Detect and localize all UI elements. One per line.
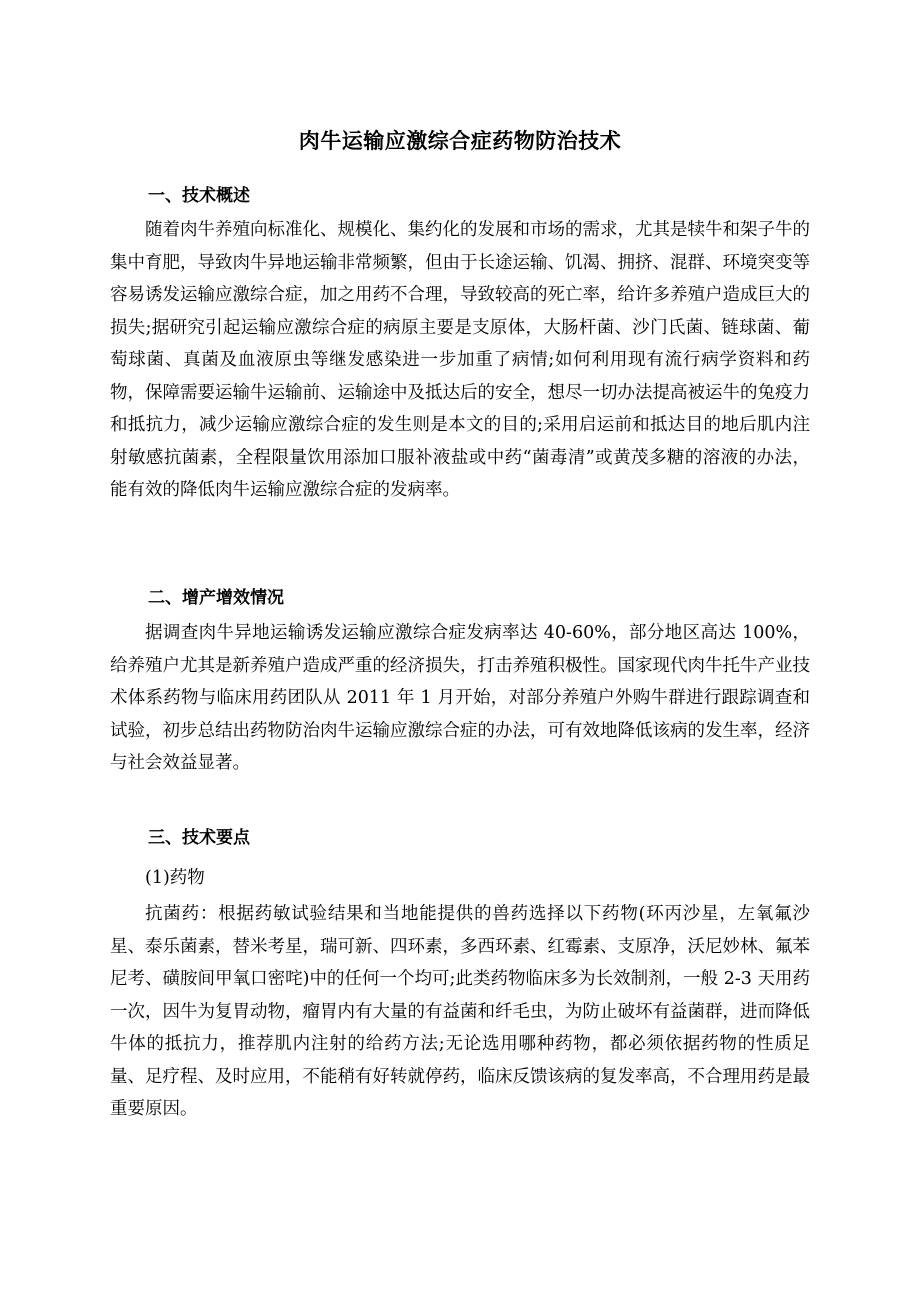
section-paragraph-yield: 据调查肉牛异地运输诱发运输应激综合症发病率达 40-60%，部分地区高达 100%，给养殖户尤其是新养殖户造成严重的经济损失，打击养殖积极性。国家现代肉牛托牛产业技术体系药物与临床用药团队从 2011 年 1 月开始，对部分养殖户外购牛群进行跟踪调查和试验，初步总结出药物防治肉牛运输应激综合症的办法，可有效地降低该病的发生率，经济与社会效益显著。 <box>110 623 810 773</box>
section-heading-overview: 一、技术概述 <box>148 186 250 206</box>
document-title: 肉牛运输应激综合症药物防治技术 <box>298 128 622 153</box>
section-heading-yield: 二、增产增效情况 <box>148 588 284 608</box>
section-heading-key-points: 三、技术要点 <box>148 828 250 848</box>
section-paragraph-overview: 随着肉牛养殖向标准化、规模化、集约化的发展和市场的需求，尤其是犊牛和架子牛的集中育肥，导致肉牛异地运输非常频繁，但由于长途运输、饥渴、拥挤、混群、环境突变等容易诱发运输应激综合症，加之用药不合理，导致较高的死亡率，给许多养殖户造成巨大的损失;据研究引起运输应激综合症的病原主要是支原体，大肠杆菌、沙门氏菌、链球菌、葡萄球菌、真菌及血液原虫等继发感染进一步加重了病情;如何利用现有流行病学资料和药物，保障需要运输牛运输前、运输途中及抵达后的安全，想尽一切办法提高被运牛的兔疫力和抵抗力，减少运输应激综合症的发生则是本文的目的;采用启运前和抵达目的地后肌内注射敏感抗菌素，全程限量饮用添加口服补液盐或中药“菌毒清”或黄茂多糖的溶液的办法，能有效的降低肉牛运输应激综合症的发病率。 <box>110 220 810 500</box>
section-paragraph-antibacterial: 抗菌药：根据药敏试验结果和当地能提供的兽药选择以下药物(环丙沙星，左氧氟沙星、泰乐菌素，替米考星，瑞可新、四环素，多西环素、红霉素、支原净，沃尼妙林、氟苯尼考、磺胺间甲氧口密咤)中的任何一个均可;此类药物临床多为长效制剂，一般 2-3 天用药一次，因牛为复胃动物，瘤胃内有大量的有益菌和纤毛虫，为防止破坏有益菌群，进而降低牛体的抵抗力，推荐肌内注射的给药方法;无论选用哪种药物，都必须依据药物的性质足量、足疗程、及时应用，不能稍有好转就停药，临床反馈该病的复发率高，不合理用药是最重要原因。 <box>110 904 810 1119</box>
subheading-drugs: (1)药物 <box>145 868 205 888</box>
